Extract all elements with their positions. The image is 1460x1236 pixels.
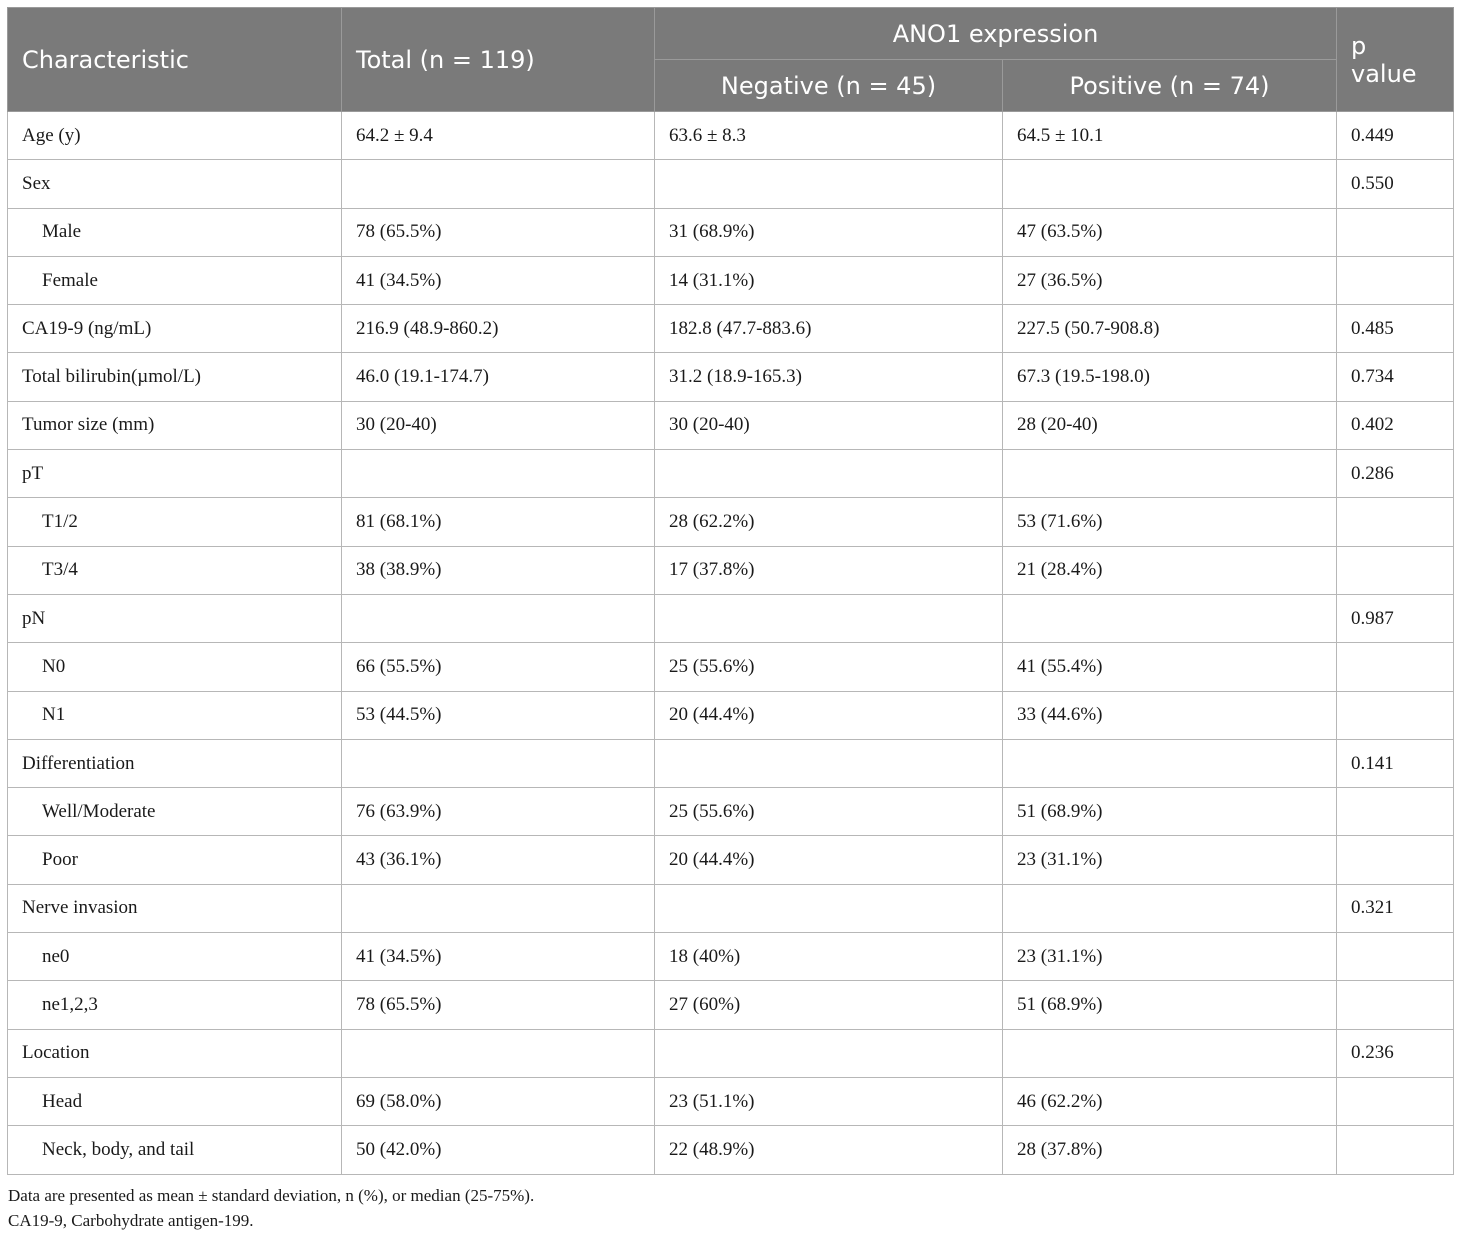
table-row (8, 450, 1454, 498)
negative-cell: 17 (37.8%) (655, 546, 1003, 594)
negative-cell (655, 884, 1003, 932)
p-value-cell (1337, 788, 1454, 836)
p-value-cell: 0.485 (1337, 305, 1454, 353)
negative-cell (655, 739, 1003, 787)
table-row (8, 643, 1454, 691)
characteristics-table (7, 7, 1454, 1175)
characteristic-cell: pT (8, 450, 342, 498)
negative-cell (655, 450, 1003, 498)
p-value-cell (1337, 256, 1454, 304)
positive-cell: 21 (28.4%) (1003, 546, 1337, 594)
total-cell: 216.9 (48.9-860.2) (342, 305, 655, 353)
positive-cell: 27 (36.5%) (1003, 256, 1337, 304)
negative-cell: 31.2 (18.9-165.3) (655, 353, 1003, 401)
negative-cell: 31 (68.9%) (655, 208, 1003, 256)
negative-cell: 18 (40%) (655, 933, 1003, 981)
negative-cell: 14 (31.1%) (655, 256, 1003, 304)
total-cell (342, 160, 655, 208)
header-positive: Positive (n = 74) (1003, 60, 1337, 112)
p-value-cell: 0.734 (1337, 353, 1454, 401)
total-cell (342, 884, 655, 932)
header-total: Total (n = 119) (342, 8, 655, 112)
p-value-cell: 0.236 (1337, 1029, 1454, 1077)
total-cell: 50 (42.0%) (342, 1126, 655, 1174)
negative-cell: 63.6 ± 8.3 (655, 112, 1003, 160)
positive-cell: 227.5 (50.7-908.8) (1003, 305, 1337, 353)
table-row (8, 884, 1454, 932)
total-cell: 43 (36.1%) (342, 836, 655, 884)
positive-cell: 46 (62.2%) (1003, 1077, 1337, 1125)
table-row (8, 160, 1454, 208)
table-row (8, 836, 1454, 884)
total-cell: 46.0 (19.1-174.7) (342, 353, 655, 401)
p-value-cell: 0.321 (1337, 884, 1454, 932)
total-cell: 81 (68.1%) (342, 498, 655, 546)
p-value-cell (1337, 1126, 1454, 1174)
characteristic-cell: Location (8, 1029, 342, 1077)
positive-cell (1003, 1029, 1337, 1077)
p-value-cell: 0.449 (1337, 112, 1454, 160)
negative-cell: 25 (55.6%) (655, 788, 1003, 836)
characteristic-cell: T3/4 (8, 546, 342, 594)
table-row (8, 401, 1454, 449)
total-cell: 78 (65.5%) (342, 981, 655, 1029)
p-value-cell: 0.402 (1337, 401, 1454, 449)
p-value-cell: 0.141 (1337, 739, 1454, 787)
characteristic-cell: Well/Moderate (8, 788, 342, 836)
characteristic-cell: Female (8, 256, 342, 304)
characteristic-cell: N1 (8, 691, 342, 739)
table-row (8, 981, 1454, 1029)
total-cell (342, 1029, 655, 1077)
p-value-cell: 0.987 (1337, 594, 1454, 642)
negative-cell: 28 (62.2%) (655, 498, 1003, 546)
positive-cell: 64.5 ± 10.1 (1003, 112, 1337, 160)
table-row (8, 256, 1454, 304)
negative-cell (655, 594, 1003, 642)
characteristic-cell: Head (8, 1077, 342, 1125)
positive-cell: 28 (20-40) (1003, 401, 1337, 449)
characteristic-cell: Poor (8, 836, 342, 884)
table-row (8, 739, 1454, 787)
header-negative: Negative (n = 45) (655, 60, 1003, 112)
positive-cell: 33 (44.6%) (1003, 691, 1337, 739)
positive-cell (1003, 884, 1337, 932)
negative-cell: 182.8 (47.7-883.6) (655, 305, 1003, 353)
total-cell (342, 739, 655, 787)
p-value-cell (1337, 1077, 1454, 1125)
total-cell (342, 594, 655, 642)
negative-cell (655, 1029, 1003, 1077)
header-p-value: p value (1337, 8, 1454, 112)
p-value-cell (1337, 643, 1454, 691)
total-cell (342, 450, 655, 498)
positive-cell (1003, 739, 1337, 787)
table-row (8, 1077, 1454, 1125)
table-footnotes (8, 1183, 534, 1233)
header-characteristic: Characteristic (8, 8, 342, 112)
positive-cell: 51 (68.9%) (1003, 788, 1337, 836)
table-row (8, 933, 1454, 981)
total-cell: 66 (55.5%) (342, 643, 655, 691)
positive-cell: 53 (71.6%) (1003, 498, 1337, 546)
table-row (8, 353, 1454, 401)
characteristic-cell: ne0 (8, 933, 342, 981)
table-row (8, 691, 1454, 739)
positive-cell: 47 (63.5%) (1003, 208, 1337, 256)
p-value-cell (1337, 546, 1454, 594)
negative-cell: 30 (20-40) (655, 401, 1003, 449)
negative-cell: 20 (44.4%) (655, 836, 1003, 884)
positive-cell: 41 (55.4%) (1003, 643, 1337, 691)
negative-cell (655, 160, 1003, 208)
characteristic-cell: Tumor size (mm) (8, 401, 342, 449)
total-cell: 38 (38.9%) (342, 546, 655, 594)
characteristic-cell: Male (8, 208, 342, 256)
characteristic-cell: pN (8, 594, 342, 642)
p-value-cell (1337, 691, 1454, 739)
characteristic-cell: Age (y) (8, 112, 342, 160)
total-cell: 30 (20-40) (342, 401, 655, 449)
characteristic-cell: N0 (8, 643, 342, 691)
total-cell: 78 (65.5%) (342, 208, 655, 256)
header-ano1-expression: ANO1 expression (655, 8, 1337, 60)
characteristic-cell: Sex (8, 160, 342, 208)
p-value-cell: 0.550 (1337, 160, 1454, 208)
table-row (8, 498, 1454, 546)
footnote-abbreviation: CA19-9, Carbohydrate antigen-199. (8, 1211, 254, 1230)
p-value-cell (1337, 981, 1454, 1029)
table-row (8, 1029, 1454, 1077)
table-row (8, 1126, 1454, 1174)
positive-cell: 51 (68.9%) (1003, 981, 1337, 1029)
total-cell: 41 (34.5%) (342, 256, 655, 304)
table-row (8, 208, 1454, 256)
total-cell: 53 (44.5%) (342, 691, 655, 739)
characteristic-cell: Total bilirubin(µmol/L) (8, 353, 342, 401)
characteristic-cell: CA19-9 (ng/mL) (8, 305, 342, 353)
negative-cell: 23 (51.1%) (655, 1077, 1003, 1125)
p-value-cell (1337, 933, 1454, 981)
characteristic-cell: T1/2 (8, 498, 342, 546)
total-cell: 64.2 ± 9.4 (342, 112, 655, 160)
footnote-data-presentation: Data are presented as mean ± standard deviation, n (%), or median (25-75%). (8, 1186, 535, 1205)
table-row (8, 305, 1454, 353)
p-value-cell (1337, 498, 1454, 546)
characteristic-cell: ne1,2,3 (8, 981, 342, 1029)
total-cell: 41 (34.5%) (342, 933, 655, 981)
characteristic-cell: Nerve invasion (8, 884, 342, 932)
table-body (8, 112, 1454, 1175)
positive-cell (1003, 450, 1337, 498)
positive-cell (1003, 594, 1337, 642)
positive-cell: 67.3 (19.5-198.0) (1003, 353, 1337, 401)
total-cell: 69 (58.0%) (342, 1077, 655, 1125)
negative-cell: 22 (48.9%) (655, 1126, 1003, 1174)
characteristic-cell: Neck, body, and tail (8, 1126, 342, 1174)
table-header (8, 8, 1454, 112)
table-row (8, 112, 1454, 160)
p-value-cell (1337, 836, 1454, 884)
p-value-cell (1337, 208, 1454, 256)
characteristic-cell: Differentiation (8, 739, 342, 787)
table-row (8, 788, 1454, 836)
positive-cell: 28 (37.8%) (1003, 1126, 1337, 1174)
table-row (8, 546, 1454, 594)
positive-cell: 23 (31.1%) (1003, 933, 1337, 981)
table-row (8, 594, 1454, 642)
total-cell: 76 (63.9%) (342, 788, 655, 836)
positive-cell: 23 (31.1%) (1003, 836, 1337, 884)
p-value-cell: 0.286 (1337, 450, 1454, 498)
negative-cell: 25 (55.6%) (655, 643, 1003, 691)
negative-cell: 27 (60%) (655, 981, 1003, 1029)
positive-cell (1003, 160, 1337, 208)
negative-cell: 20 (44.4%) (655, 691, 1003, 739)
